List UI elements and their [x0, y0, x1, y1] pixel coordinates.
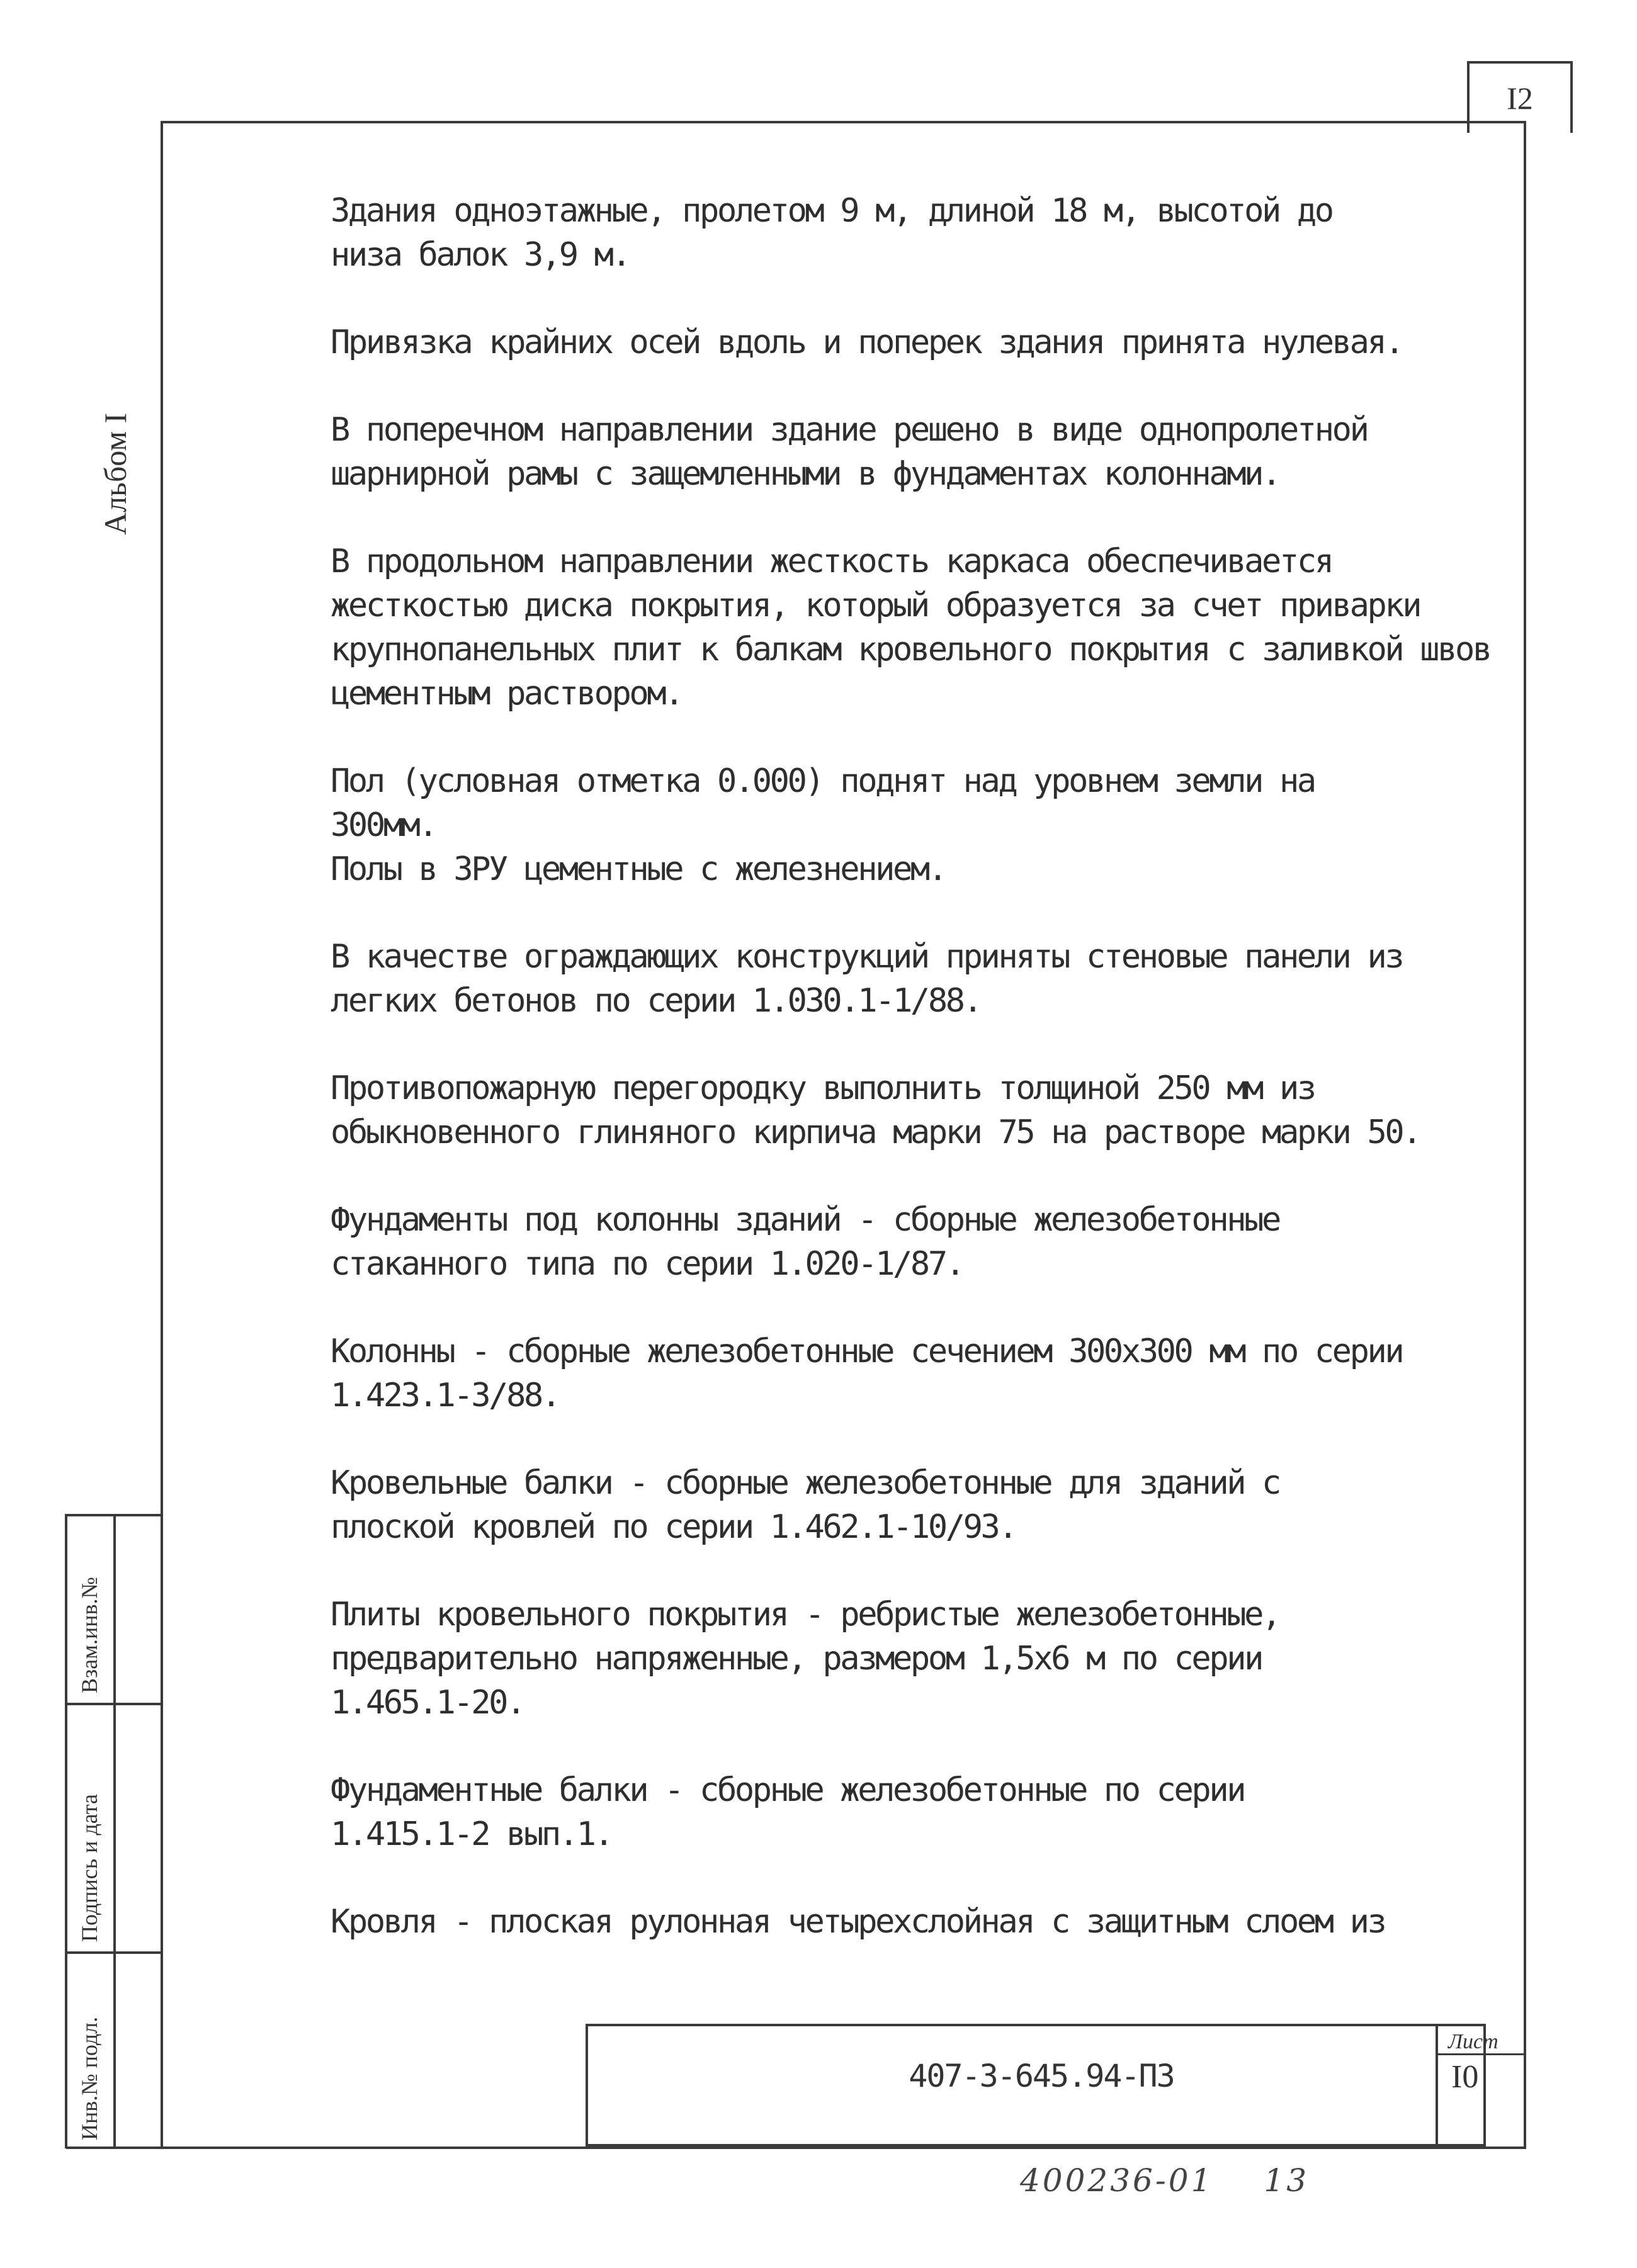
- paragraph-line: обыкновенного глиняного кирпича марки 75 на растворе марки 50.: [331, 1114, 1420, 1151]
- document-code: 407-3-645.94-ПЗ: [909, 2058, 1174, 2094]
- page-number: I2: [1467, 61, 1573, 133]
- frame-right: [1524, 121, 1526, 2148]
- album-label: Альбом I: [98, 412, 133, 535]
- archive-page-number: 13: [1264, 2162, 1310, 2199]
- paragraph-line: 1.465.1-20.: [331, 1684, 524, 1722]
- frame-bottom: [66, 2147, 1526, 2149]
- paragraph: [236, 408, 1502, 496]
- stamp-inv-label: Инв.№ подл.: [77, 2016, 102, 2140]
- sheet-label: Лист: [1448, 2030, 1498, 2053]
- sheet-number: I0: [1451, 2059, 1479, 2095]
- paragraph: [236, 1768, 1502, 1856]
- stamp-vzam-label: Взам.инв.№: [77, 1577, 102, 1693]
- paragraph-line: 1.423.1-3/88.: [331, 1377, 559, 1414]
- paragraph-line: Пол (условная отметка 0.000) поднят над уровнем земли на: [331, 762, 1315, 800]
- paragraph-line: В продольном направлении жесткость каркаса обеспечивается: [331, 543, 1332, 580]
- paragraph: [236, 1066, 1502, 1154]
- body-text: [236, 189, 1502, 1987]
- paragraph-line: Кровельные балки - сборные железобетонные для зданий с: [331, 1464, 1279, 1502]
- paragraph-line: крупнопанельных плит к балкам кровельного покрытия с заливкой швов: [331, 631, 1490, 669]
- paragraph-line: низа балок 3,9 м.: [331, 236, 630, 274]
- paragraph: [236, 1593, 1502, 1725]
- paragraph: [236, 539, 1502, 716]
- frame-top: [161, 121, 1524, 123]
- archive-number: 400236-01: [1020, 2162, 1214, 2199]
- handwritten-archive-number: [1020, 2162, 1309, 2199]
- paragraph-line: цементным раствором.: [331, 675, 683, 713]
- paragraph: [236, 935, 1502, 1023]
- paragraph: [236, 1198, 1502, 1286]
- paragraph-line: Привязка крайних осей вдоль и поперек здания принята нулевая.: [331, 324, 1403, 361]
- paragraph-line: плоской кровлей по серии 1.462.1-10/93.: [331, 1508, 1016, 1546]
- paragraph-line: В поперечном направлении здание решено в виде однопролетной: [331, 411, 1368, 449]
- paragraph: [236, 759, 1502, 847]
- paragraph-line: легких бетонов по серии 1.030.1-1/88.: [331, 982, 981, 1020]
- paragraph-line: Плиты кровельного покрытия - ребристые железобетонные,: [331, 1596, 1279, 1633]
- paragraph-line: Здания одноэтажные, пролетом 9 м, длиной 18 м, высотой до: [331, 192, 1332, 230]
- paragraph-line: Фундаментные балки - сборные железобетонные по серии: [331, 1771, 1245, 1809]
- paragraph: [236, 1329, 1502, 1418]
- paragraph: [236, 189, 1502, 277]
- paragraph-line: 300мм.: [331, 806, 436, 844]
- paragraph-line: шарнирной рамы с защемленными в фундаментах колоннами.: [331, 455, 1279, 493]
- paragraph-line: Кровля - плоская рулонная четырехслойная с защитным слоем из: [331, 1903, 1385, 1941]
- paragraph-line: стаканного типа по серии 1.020-1/87.: [331, 1245, 963, 1283]
- paragraph-line: Фундаменты под колонны зданий - сборные железобетонные: [331, 1201, 1279, 1239]
- paragraph-line: 1.415.1-2 вып.1.: [331, 1815, 612, 1853]
- stamp-podpis-label: Подпись и дата: [77, 1794, 102, 1942]
- title-block: [586, 2024, 1486, 2147]
- frame-left: [161, 121, 163, 2148]
- paragraph-line: В качестве ограждающих конструкций приняты стеновые панели из: [331, 938, 1403, 976]
- paragraph: [236, 320, 1502, 364]
- paragraph-line: жесткостью диска покрытия, который образуется за счет приварки: [331, 587, 1420, 624]
- paragraph: [236, 847, 1502, 891]
- paragraph: [236, 1900, 1502, 1944]
- paragraph-line: Полы в ЗРУ цементные с железнением.: [331, 850, 946, 888]
- paragraph-line: Колонны - сборные железобетонные сечением 300х300 мм по серии: [331, 1333, 1403, 1370]
- paragraph-line: предварительно напряженные, размером 1,5х6 м по серии: [331, 1640, 1262, 1678]
- paragraph: [236, 1461, 1502, 1549]
- paragraph-line: Противопожарную перегородку выполнить толщиной 250 мм из: [331, 1069, 1315, 1107]
